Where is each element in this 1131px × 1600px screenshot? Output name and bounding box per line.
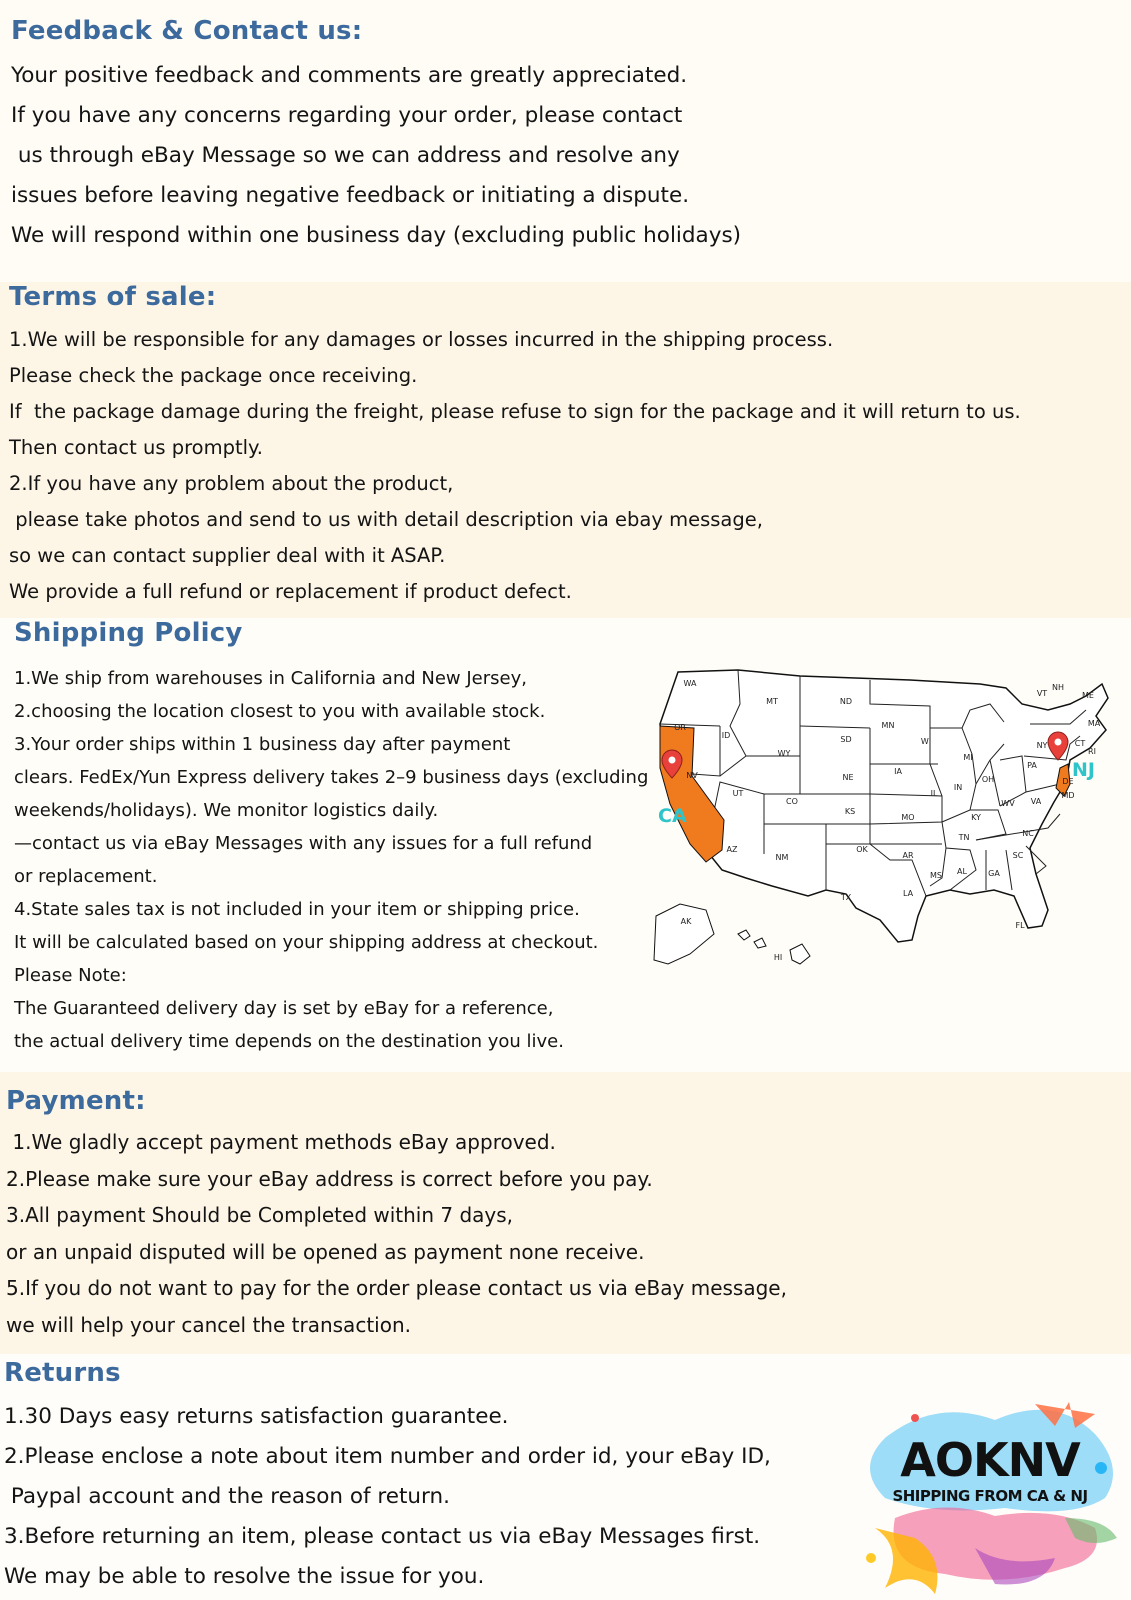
terms-line: please take photos and send to us with detail description via ebay message,	[9, 508, 763, 531]
state-label-il: IL	[930, 789, 938, 798]
brand-logo	[855, 1398, 1125, 1594]
us-map-svg	[650, 664, 1128, 1004]
feedback-section	[0, 0, 1131, 282]
shipping-line: It will be calculated based on your shipping address at checkout.	[14, 932, 599, 953]
state-label-nc: NC	[1022, 829, 1034, 838]
state-label-ms: MS	[930, 871, 942, 880]
returns-line: We may be able to resolve the issue for you.	[4, 1564, 485, 1589]
state-label-md: MD	[1061, 791, 1075, 800]
shipping-line: Please Note:	[14, 965, 127, 986]
state-label-ia: IA	[894, 767, 902, 776]
state-label-mn: MN	[881, 721, 895, 730]
state-label-ct: CT	[1074, 739, 1086, 748]
state-label-in: IN	[953, 783, 963, 792]
returns-line: Paypal account and the reason of return.	[4, 1484, 450, 1509]
state-label-sc: SC	[1012, 851, 1024, 860]
state-label-la: LA	[902, 889, 914, 898]
state-label-fl: FL	[1015, 921, 1025, 930]
state-label-hi: HI	[773, 953, 783, 962]
us-outline	[660, 670, 1108, 942]
logo-tagline-text: SHIPPING FROM CA & NJ	[892, 1487, 1088, 1505]
state-label-ky: KY	[971, 813, 981, 822]
shipping-line: 4.State sales tax is not included in your item or shipping price.	[14, 899, 580, 920]
state-label-de: DE	[1062, 777, 1074, 786]
payment-line: 1.We gladly accept payment methods eBay approved.	[6, 1130, 556, 1154]
nj-warehouse-label: NJ	[1072, 759, 1095, 781]
state-label-ks: KS	[844, 807, 856, 816]
state-label-nh: NH	[1052, 683, 1064, 692]
state-label-nv: NV	[686, 771, 698, 780]
state-label-vt: VT	[1036, 689, 1048, 698]
payment-section	[0, 1072, 1131, 1354]
shipping-line: weekends/holidays). We monitor logistics daily.	[14, 800, 439, 821]
state-label-ga: GA	[988, 869, 1000, 878]
state-label-ut: UT	[732, 789, 744, 798]
state-label-oh: OH	[981, 775, 995, 784]
shipping-line: —contact us via eBay Messages with any issues for a full refund	[14, 833, 593, 854]
state-label-az: AZ	[726, 845, 738, 854]
shipping-line: The Guaranteed delivery day is set by eBay for a reference,	[14, 998, 554, 1019]
returns-heading: Returns	[4, 1358, 121, 1388]
feedback-line: us through eBay Message so we can address and resolve any	[11, 143, 680, 168]
shipping-line: or replacement.	[14, 866, 158, 887]
state-label-ma: MA	[1087, 719, 1101, 728]
state-label-wa: WA	[683, 679, 697, 688]
terms-line: If the package damage during the freight, please refuse to sign for the package and it will return to us.	[9, 400, 1021, 423]
terms-line: 1.We will be responsible for any damages or losses incurred in the shipping process.	[9, 328, 834, 351]
shipping-line: clears. FedEx/Yun Express delivery takes 2–9 business days (excluding	[14, 767, 649, 788]
payment-line: or an unpaid disputed will be opened as payment none receive.	[6, 1240, 645, 1264]
state-label-al: AL	[957, 867, 967, 876]
state-label-nm: NM	[775, 853, 789, 862]
terms-line: so we can contact supplier deal with it ASAP.	[9, 544, 446, 567]
logo-brand-text: AOKNV	[900, 1433, 1080, 1487]
shipping-line: 1.We ship from warehouses in California and New Jersey,	[14, 668, 527, 689]
shipping-heading: Shipping Policy	[14, 618, 243, 648]
state-label-mt: MT	[766, 697, 778, 706]
state-label-ri: RI	[1088, 747, 1096, 756]
terms-line: Please check the package once receiving.	[9, 364, 418, 387]
shipping-line: the actual delivery time depends on the destination you live.	[14, 1031, 564, 1052]
feedback-line: We will respond within one business day (excluding public holidays)	[11, 223, 742, 248]
payment-line: we will help your cancel the transaction.	[6, 1313, 411, 1337]
terms-section	[0, 282, 1131, 618]
state-label-ny: NY	[1036, 741, 1048, 750]
returns-line: 2.Please enclose a note about item number and order id, your eBay ID,	[4, 1444, 771, 1469]
state-label-ak: AK	[680, 917, 692, 926]
payment-line: 2.Please make sure your eBay address is correct before you pay.	[6, 1167, 653, 1191]
terms-line: Then contact us promptly.	[9, 436, 264, 459]
alaska-shape	[654, 904, 714, 964]
feedback-line: issues before leaving negative feedback or initiating a dispute.	[11, 183, 690, 208]
state-label-wv: WV	[1001, 799, 1015, 808]
state-label-ne: NE	[842, 773, 854, 782]
state-label-mo: MO	[901, 813, 915, 822]
returns-line: 1.30 Days easy returns satisfaction guarantee.	[4, 1404, 509, 1429]
state-label-tn: TN	[958, 833, 970, 842]
logo-svg	[855, 1398, 1125, 1594]
shipping-line: 2.choosing the location closest to you with available stock.	[14, 701, 546, 722]
state-label-pa: PA	[1027, 761, 1037, 770]
payment-heading: Payment:	[6, 1086, 146, 1116]
state-label-mi: MI	[963, 753, 973, 762]
terms-heading: Terms of sale:	[9, 282, 217, 312]
state-label-va: VA	[1030, 797, 1042, 806]
state-label-id: ID	[721, 731, 731, 740]
state-label-sd: SD	[840, 735, 852, 744]
state-label-tx: TX	[840, 893, 852, 902]
shipping-line: 3.Your order ships within 1 business day after payment	[14, 734, 511, 755]
us-warehouse-map	[650, 664, 1128, 1004]
terms-line: 2.If you have any problem about the product,	[9, 472, 454, 495]
state-label-wy: WY	[777, 749, 791, 758]
payment-line: 5.If you do not want to pay for the order please contact us via eBay message,	[6, 1276, 787, 1300]
payment-line: 3.All payment Should be Completed within 7 days,	[6, 1203, 514, 1227]
state-label-me: ME	[1082, 691, 1094, 700]
feedback-line: Your positive feedback and comments are greatly appreciated.	[11, 63, 688, 88]
state-label-ar: AR	[902, 851, 914, 860]
state-label-or: OR	[674, 723, 686, 732]
feedback-heading: Feedback & Contact us:	[11, 16, 363, 46]
state-label-co: CO	[786, 797, 798, 806]
state-label-wi: WI	[920, 737, 932, 746]
terms-line: We provide a full refund or replacement if product defect.	[9, 580, 572, 603]
returns-line: 3.Before returning an item, please contact us via eBay Messages first.	[4, 1524, 761, 1549]
state-label-ok: OK	[856, 845, 868, 854]
state-label-nd: ND	[839, 697, 853, 706]
ca-warehouse-label: CA	[658, 805, 687, 827]
feedback-line: If you have any concerns regarding your order, please contact	[11, 103, 683, 128]
